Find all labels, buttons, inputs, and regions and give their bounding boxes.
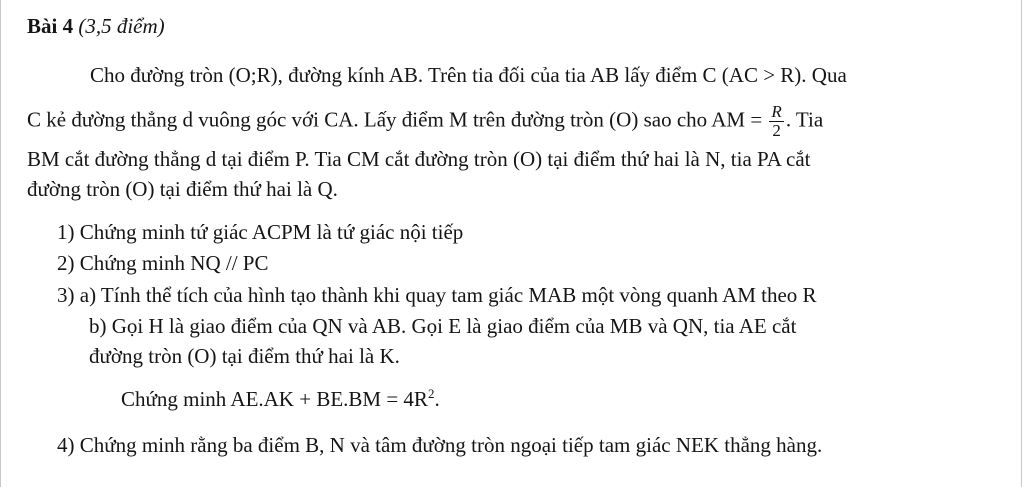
proof-exponent: 2 — [427, 386, 435, 401]
problem-number: Bài 4 — [27, 14, 74, 38]
proof-text: Chứng minh AE.AK + BE.BM = 4R — [121, 387, 428, 411]
problem-points: (3,5 điểm) — [78, 14, 165, 38]
question-3b-line-2: đường tròn (O) tại điểm thứ hai là K. — [89, 344, 400, 368]
fraction-denominator: 2 — [772, 121, 781, 140]
paragraph-line-2-text: C kẻ đường thẳng d vuông góc với CA. Lấy điểm M trên đường tròn (O) sao cho AM = — [27, 107, 763, 132]
paragraph-line-2-tail: . Tia — [785, 107, 824, 132]
problem-heading — [27, 14, 165, 38]
question-4: 4) Chứng minh rằng ba điểm B, N và tâm đường tròn ngoại tiếp tam giác NEK thẳng hàng. — [57, 433, 823, 457]
question-1: 1) Chứng minh tứ giác ACPM là tứ giác nội tiếp — [57, 220, 464, 244]
question-3b-line-1: b) Gọi H là giao điểm của QN và AB. Gọi E là giao điểm của MB và QN, tia AE cắt — [89, 314, 797, 338]
question-3b-proof — [121, 387, 440, 411]
proof-period: . — [434, 387, 440, 411]
question-3a: 3) a) Tính thể tích của hình tạo thành khi quay tam giác MAB một vòng quanh AM theo R — [57, 283, 817, 307]
paragraph-line-3: BM cắt đường thẳng d tại điểm P. Tia CM cắt đường tròn (O) tại điểm thứ hai là N, tia PA cắt — [27, 147, 811, 171]
paragraph-line-2 — [27, 103, 823, 140]
question-2: 2) Chứng minh NQ // PC — [57, 251, 269, 275]
paragraph-line-4: đường tròn (O) tại điểm thứ hai là Q. — [27, 177, 338, 201]
paragraph-line-1: Cho đường tròn (O;R), đường kính AB. Trên tia đối của tia AB lấy điểm C (AC > R). Qua — [90, 63, 847, 87]
fraction-r-over-2 — [769, 103, 783, 140]
fraction-numerator: R — [771, 102, 782, 121]
